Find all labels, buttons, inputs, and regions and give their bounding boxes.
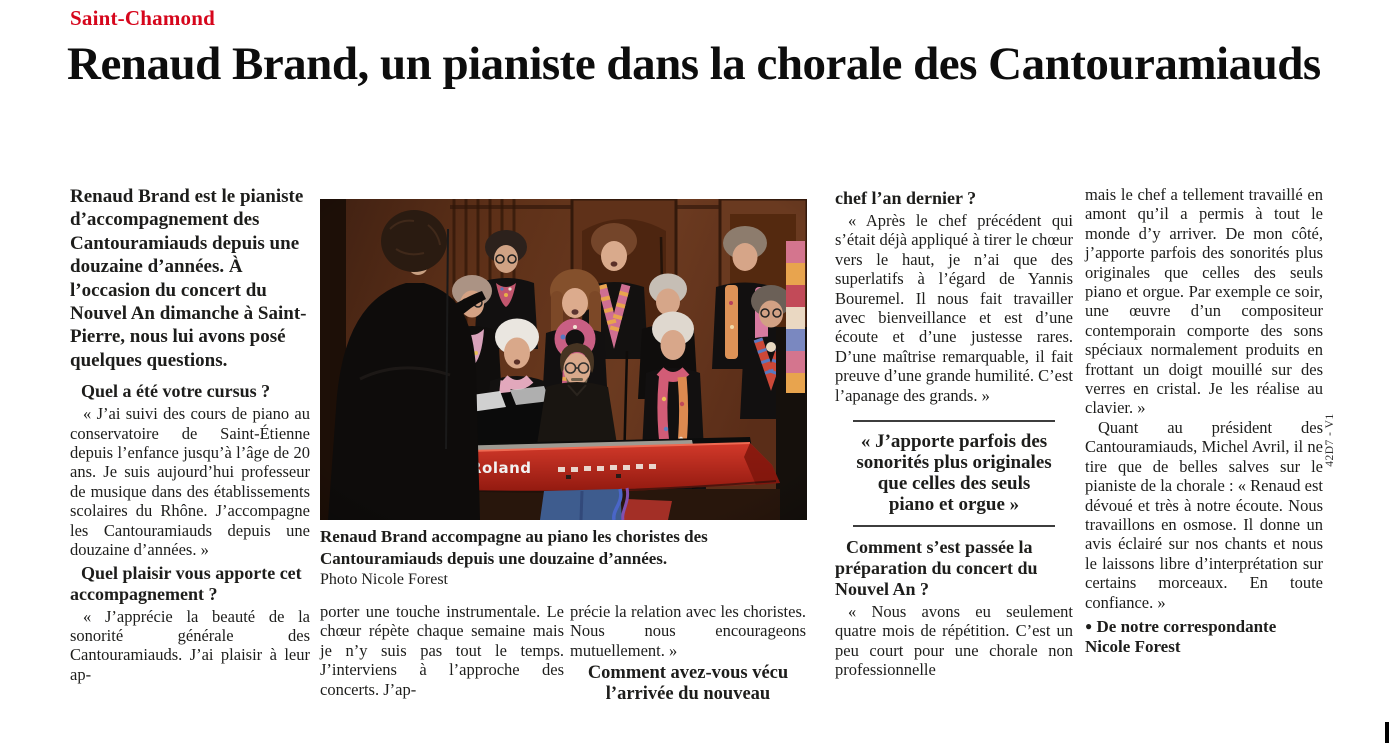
photo-caption (320, 526, 807, 591)
answer-plaisir-part1: « J’apprécie la beauté de la sonorité générale des Cantouramiauds. J’ai plaisir à leur ap- (70, 606, 310, 684)
question-preparation: Comment s’est passée la préparation du concert du Nouvel An ? (835, 537, 1038, 600)
headline: Renaud Brand, un pianiste dans la chorale des Cantouramiauds (67, 38, 1321, 90)
question-cursus: Quel a été votre cursus ? (81, 381, 271, 402)
answer-plaisir-part2: porter une touche instrumentale. Le chœur répète chaque semaine mais je n’y suis pas tout le temps. J’interviens à l’approche des concerts. J’ap- (320, 602, 564, 699)
question-nouveau-chef: Comment avez-vous vécu l’arrivée du nouveau (587, 663, 789, 705)
question-nouveau-chef-suite: chef l’an dernier ? (835, 188, 977, 208)
byline-name: Nicole Forest (1085, 637, 1181, 657)
answer-preparation-part1: « Nous avons eu seulement quatre mois de répétition. C’est un peu court pour une chorale non professionnelle (835, 602, 1073, 680)
photo-vignette (320, 199, 807, 520)
answer-plaisir-part3: précie la relation avec les choristes. Nous nous encourageons mutuellement. » (570, 602, 806, 660)
caption-credit: Photo Nicole Forest (320, 571, 448, 588)
caption-text: Renaud Brand accompagne au piano les choristes des Cantouramiauds depuis une douzaine d’années. (320, 527, 708, 568)
column-4 (1085, 185, 1323, 658)
answer-chef: « Après le chef précédent qui s’était déjà appliqué à tirer le chœur vers le haut, je n’ai que des superlatifs à l’égard de Yannis Bouremel. Il nous fait travailler avec bienveillance et est d’une écoute et d’une justesse rares. D’une maîtrise remarquable, il fait preuve d’une grande humilité. C’est l’apanage des grands. » (835, 211, 1073, 405)
choir-photo-illustration (320, 199, 807, 520)
column-2a (320, 602, 564, 699)
question-plaisir: Quel plaisir vous apporte cet accompagnement ? (70, 562, 302, 604)
article-photo (320, 199, 807, 520)
paragraph-president: Quant au président des Cantouramiauds, Michel Avril, il ne tire que de belles salves sur le pianiste de la chorale : « Renaud est dévoué et très à notre écoute. Nous travaillons en osmose. Il donne un avis éclairé sur nos chants et nous le laissons libre d’interprétation sur certains morceaux. En toute confiance. » (1085, 417, 1323, 612)
lead-paragraph: Renaud Brand est le pianiste d’accompagnement des Cantouramiauds depuis une douzaine d’années. À l’occasion du concert du Nouvel An dimanche à Saint-Pierre, nous lui avons posé quelques questions. (70, 186, 307, 371)
byline (1085, 616, 1323, 658)
pull-quote (853, 420, 1055, 527)
column-2b (570, 602, 806, 707)
pull-quote-text: « J’apporte parfois des sonorités plus originales que celles des seuls piano et orgue » (856, 431, 1052, 516)
column-3 (835, 185, 1073, 680)
answer-cursus: « J’ai suivi des cours de piano au conservatoire de Saint-Étienne depuis l’enfance jusqu’à l’âge de 20 ans. Je suis aujourd’hui professeur de musique dans des établissements scolaires du Rhône. J’accompagne les Cantouramiauds depuis une douzaine d’années. » (70, 404, 310, 560)
page-corner-mark (1385, 722, 1389, 743)
column-1 (70, 185, 310, 684)
answer-preparation-part2: mais le chef a tellement travaillé en amont qu’il a permis à tout le monde d’y arriver. De mon côté, j’apporte parfois des sonorités plus originales que celles des seuls piano et orgue. Par exemple ce soir, une œuvre d’un compositeur contemporain comporte des sons spéciaux normalement produits en frottant un doigt mouillé sur des verres en cristal. Je les réalise au clavier. » (1085, 185, 1323, 418)
byline-bullet: ● (1085, 618, 1093, 633)
page-edge-code: 42D7 - V1 (1324, 413, 1336, 467)
section-kicker: Saint-Chamond (70, 6, 215, 30)
byline-role: De notre correspondante (1096, 616, 1277, 636)
